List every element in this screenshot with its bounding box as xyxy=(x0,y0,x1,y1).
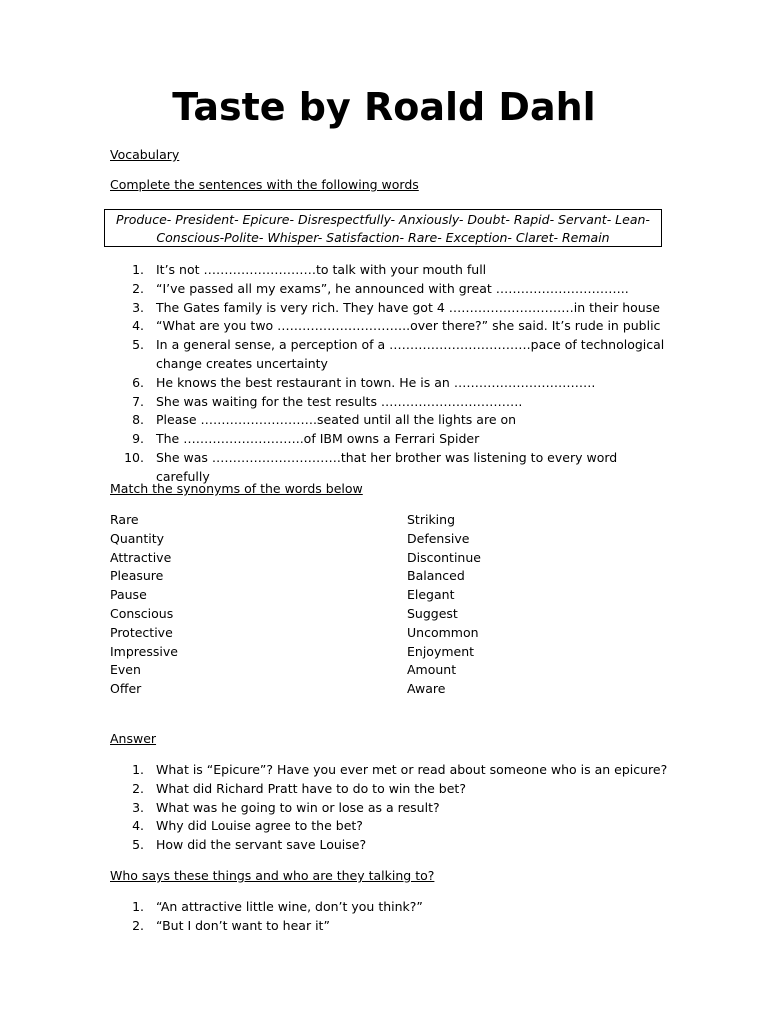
vocabulary-heading: Vocabulary xyxy=(110,147,180,162)
item-number: 3. xyxy=(132,299,144,315)
item-text: “But I don’t want to hear it” xyxy=(156,917,330,933)
item-number: 5. xyxy=(132,837,144,853)
synonym-word: Suggest xyxy=(407,605,458,621)
word-box-line: Conscious-Polite- Whisper- Satisfaction- Rare- Exception- Claret- Remain xyxy=(156,230,610,245)
item-number: 1. xyxy=(132,899,144,914)
synonym-word: Discontinue xyxy=(407,549,481,565)
list-item xyxy=(110,261,670,280)
item-text: He knows the best restaurant in town. He is an ……………………………. xyxy=(156,374,596,390)
synonyms-right-column xyxy=(407,511,481,699)
list-item xyxy=(110,898,670,917)
item-number: 2. xyxy=(132,917,144,933)
list-item xyxy=(110,299,670,318)
item-text: The Gates family is very rich. They have got 4 …………………………in their house xyxy=(156,299,660,315)
item-number: 10. xyxy=(124,449,144,465)
item-number: 5. xyxy=(132,337,144,353)
synonym-word: Conscious xyxy=(110,605,174,621)
list-item xyxy=(110,836,670,855)
item-text: What is “Epicure”? Have you ever met or read about someone who is an epicure? xyxy=(156,762,668,777)
item-text: Why did Louise agree to the bet? xyxy=(156,818,363,834)
word-box xyxy=(104,209,662,247)
item-number: 4. xyxy=(132,318,144,334)
synonym-word: Attractive xyxy=(110,549,172,565)
synonym-word: Striking xyxy=(407,512,456,527)
sentence-list xyxy=(110,261,670,487)
vocabulary-instruction: Complete the sentences with the following words xyxy=(110,177,419,192)
quote-list xyxy=(110,898,670,936)
item-text: In a general sense, a perception of a …………………………….pace of technological change creates uncertainty xyxy=(156,337,665,371)
item-number: 2. xyxy=(132,780,144,796)
item-number: 6. xyxy=(132,374,144,390)
item-text: What was he going to win or lose as a result? xyxy=(156,799,440,815)
synonyms-heading: Match the synonyms of the words below xyxy=(110,481,363,496)
synonym-word: Even xyxy=(110,662,141,678)
synonym-word: Balanced xyxy=(407,568,465,584)
item-number: 9. xyxy=(132,431,144,447)
list-item xyxy=(110,917,670,936)
item-text: How did the servant save Louise? xyxy=(156,837,367,853)
quotes-heading: Who says these things and who are they talking to? xyxy=(110,868,435,883)
list-item xyxy=(110,780,670,799)
list-item xyxy=(110,430,670,449)
item-text: What did Richard Pratt have to do to win the bet? xyxy=(156,780,466,796)
item-text: “An attractive little wine, don’t you think?” xyxy=(156,899,423,914)
list-item xyxy=(110,317,670,336)
list-item xyxy=(110,280,670,299)
item-text: “What are you two …………………………..over there?” she said. It’s rude in public xyxy=(156,318,661,334)
word-box-line: Produce- President- Epicure- Disrespectfully- Anxiously- Doubt- Rapid- Servant- Lean- xyxy=(116,212,650,227)
item-text: She was waiting for the test results ……………………………. xyxy=(156,393,523,409)
synonym-word: Protective xyxy=(110,624,173,640)
item-number: 1. xyxy=(132,762,144,777)
answer-heading: Answer xyxy=(110,731,157,746)
synonym-word: Elegant xyxy=(407,587,455,603)
item-number: 4. xyxy=(132,818,144,834)
synonym-word: Impressive xyxy=(110,643,178,659)
list-item xyxy=(110,374,670,393)
item-text: “I’ve passed all my exams”, he announced with great ………………………….. xyxy=(156,280,629,296)
synonym-word: Offer xyxy=(110,681,142,697)
list-item xyxy=(110,761,670,780)
item-text: The ………………………..of IBM owns a Ferrari Spider xyxy=(156,431,480,447)
synonyms-left-column xyxy=(110,511,178,699)
list-item xyxy=(110,393,670,412)
synonym-word: Uncommon xyxy=(407,624,479,640)
synonym-word: Pause xyxy=(110,587,147,603)
synonym-word: Rare xyxy=(110,512,139,527)
synonym-word: Defensive xyxy=(407,530,470,546)
page-title: Taste by Roald Dahl xyxy=(172,85,596,129)
list-item xyxy=(110,336,670,374)
list-item xyxy=(110,799,670,818)
item-number: 8. xyxy=(132,412,144,428)
list-item xyxy=(110,411,670,430)
item-number: 7. xyxy=(132,393,144,409)
list-item xyxy=(110,817,670,836)
synonym-word: Amount xyxy=(407,662,457,678)
item-number: 2. xyxy=(132,280,144,296)
item-number: 3. xyxy=(132,799,144,815)
synonym-word: Enjoyment xyxy=(407,643,475,659)
item-text: It’s not ………………………to talk with your mouth full xyxy=(156,262,487,277)
question-list xyxy=(110,761,670,855)
synonym-word: Aware xyxy=(407,681,446,697)
item-number: 1. xyxy=(132,262,144,277)
item-text: Please ……………………….seated until all the lights are on xyxy=(156,412,517,428)
item-text: She was ………………………….that her brother was listening to every word carefully xyxy=(156,449,618,484)
synonym-word: Quantity xyxy=(110,530,165,546)
synonym-word: Pleasure xyxy=(110,568,164,584)
